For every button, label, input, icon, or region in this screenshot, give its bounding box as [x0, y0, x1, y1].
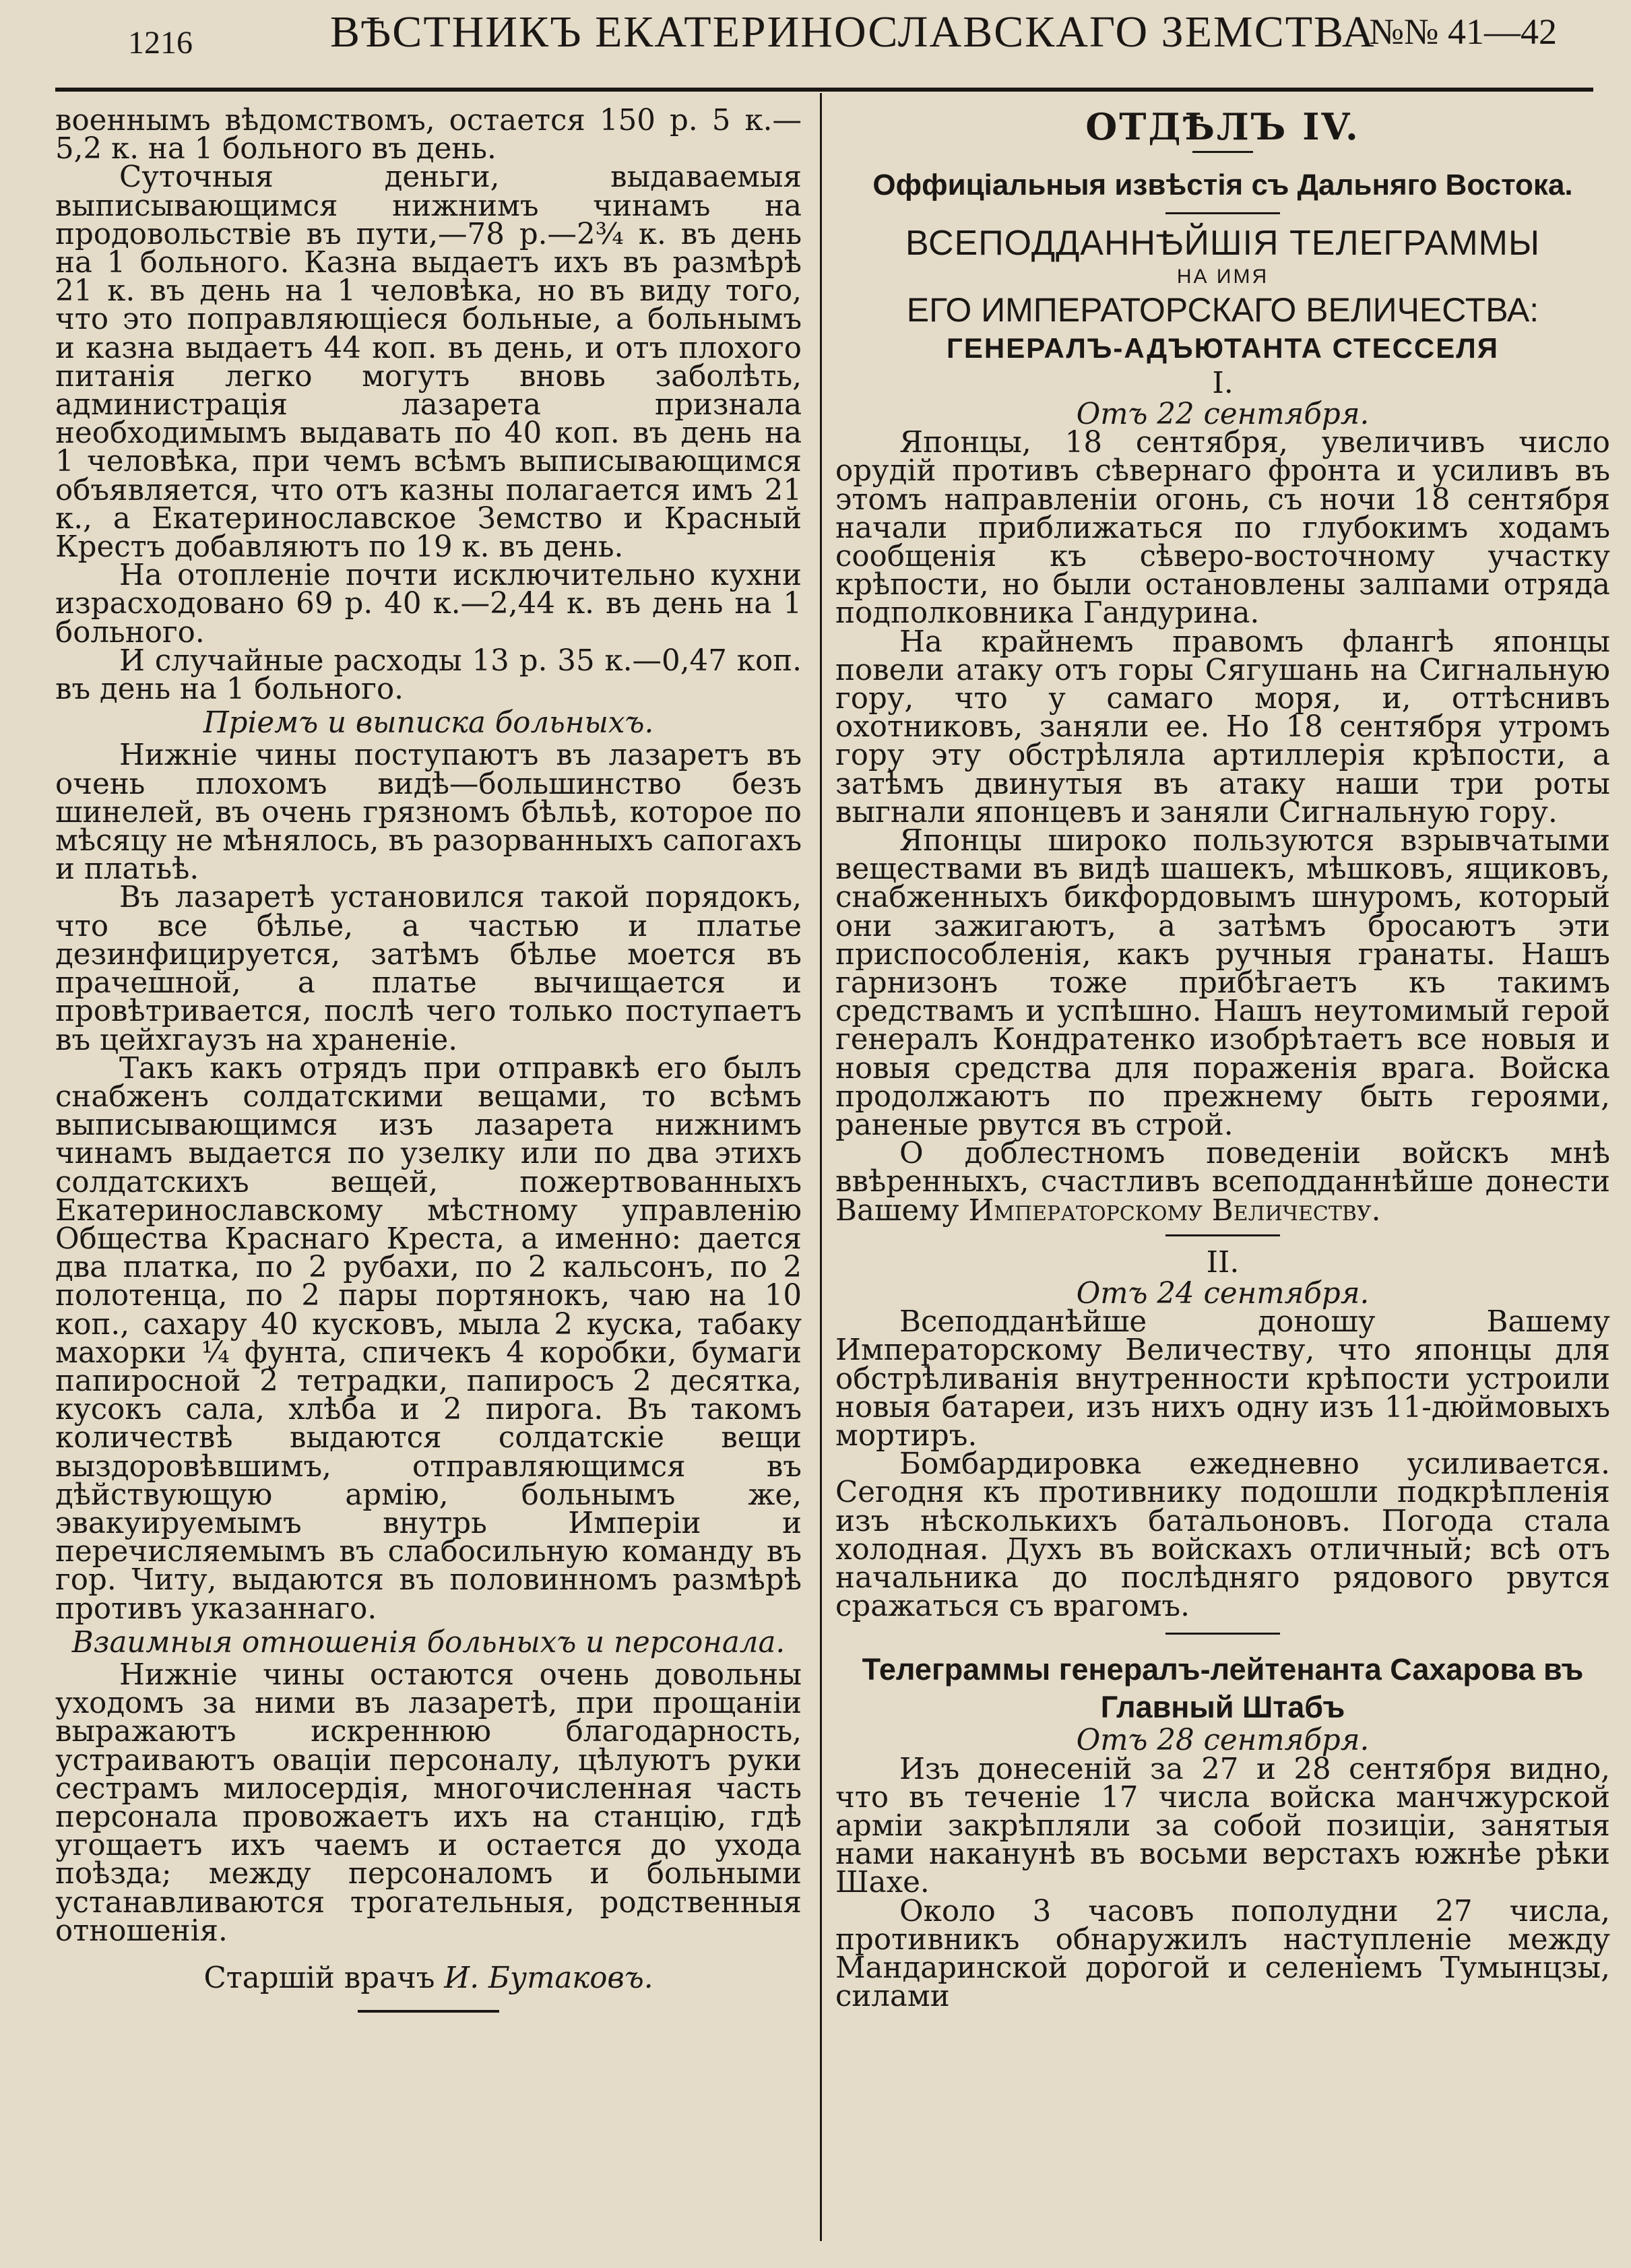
- column-divider: [820, 93, 822, 2241]
- paragraph: Изъ донесеній за 27 и 28 сентября видно, что въ теченіе 17 числа войска манчжурской арміи закрѣпляли за собой позиціи, занятыя нами наканунѣ въ восьми верстахъ южнѣе рѣки Шахе.: [835, 1752, 1610, 1900]
- subheading: Пріемъ и выписка больныхъ.: [203, 706, 654, 741]
- divider: [1165, 1234, 1280, 1236]
- paragraph: Бомбардировка ежедневно усиливается. Сегодня къ противнику подошли подкрѣпленія изъ нѣсколькихъ батальоновъ. Погода стала холодная. Духъ въ войскахъ отличный; всѣ отъ начальника до послѣдняго рядового рвутся сражаться съ врагомъ.: [835, 1447, 1610, 1624]
- addressee: ЕГО ИМПЕРАТОРСКАГО ВЕЛИЧЕСТВА:: [906, 291, 1539, 329]
- paragraph: Суточныя деньги, выдаваемыя выписывающимся нижнимъ чинамъ на продовольствіе въ пути,—78 р.—2¾ к. въ день на 1 больного. Казна выдаетъ ихъ въ размѣрѣ 21 к. въ день на 1 человѣка, но въ виду того, что это поправляющіеся больные, а больнымъ и казна выдаетъ 44 коп. въ день, и отъ плохого питанія легко могутъ вновь заболѣть, администрація лазарета признала необходимымъ выдавать по 40 коп. въ день на 1 человѣка, при чемъ всѣмъ выписывающимся объявляется, что отъ казны полагается имъ 21 к., а Екатеринославское Земство и Красный Крестъ добавляютъ по 19 к. въ день.: [55, 160, 802, 565]
- paragraph: [835, 1137, 1610, 1228]
- end-rule: [358, 2010, 499, 2013]
- paragraph: Всеподданѣйше доношу Вашему Императорскому Величеству, что японцы для обстрѣливанія внутренности крѣпости устроили новыя батареи, изъ нихъ одну изъ 11-дюймовыхъ мортиръ.: [835, 1305, 1610, 1453]
- telegram-date: Отъ 22 сентября.: [1076, 398, 1370, 431]
- section-title: ОТДѢЛЪ IV.: [1085, 105, 1360, 148]
- paragraph: военнымъ вѣдомствомъ, остается 150 р. 5 к.—5,2 к. на 1 больного въ день.: [55, 104, 802, 166]
- page-number: 1216: [128, 25, 193, 61]
- divider: [1165, 1633, 1280, 1635]
- signature: [55, 1961, 802, 1995]
- page-header: [81, 4, 1557, 61]
- telegrams-heading: ВСЕПОДДАННѢЙШІЯ ТЕЛЕГРАММЫ: [905, 224, 1540, 263]
- telegram-number: II.: [1206, 1245, 1240, 1280]
- paragraph: Около 3 часовъ пополудни 27 числа, противникъ обнаружилъ наступленіе между Мандаринской дорогой и селеніемъ Тумынцзы, силами: [835, 1894, 1610, 2014]
- signature-role: Старшій врачъ: [203, 1961, 435, 1995]
- paragraph: Въ лазаретѣ установился такой порядокъ, что все бѣлье, а частью и платье дезинфицируется, затѣмъ бѣлье моется въ прачешной, а платье вычищается и провѣтривается, послѣ чего только поступаетъ въ цейхгаузъ на храненіе.: [55, 881, 802, 1057]
- telegram-date: Отъ 24 сентября.: [1076, 1276, 1370, 1311]
- paragraph: И случайные расходы 13 р. 35 к.—0,47 коп. въ день на 1 больного.: [55, 643, 802, 707]
- divider: [1165, 212, 1280, 214]
- header-rule: [55, 88, 1593, 92]
- official-heading: Оффиціальныя извѣстія съ Дальняго Востока.: [872, 168, 1573, 201]
- telegram-number: I.: [1212, 366, 1234, 400]
- sender: ГЕНЕРАЛЪ-АДЪЮТАНТА СТЕССЕЛЯ: [947, 332, 1499, 364]
- paragraph-closing: Императорскому Величеству.: [968, 1193, 1381, 1228]
- journal-title: ВѢСТНИКЪ ЕКАТЕРИНОСЛАВСКАГО ЗЕМСТВА: [330, 7, 1376, 57]
- divider: [1192, 151, 1253, 153]
- right-column: [835, 105, 1610, 2014]
- issue-number: №№ 41—42: [1369, 11, 1557, 52]
- paragraph-text: О доблестномъ поведеніи войскъ мнѣ ввѣренныхъ, счастливъ всеподданнѣйше донести Вашему: [835, 1137, 1610, 1228]
- addressee-prefix: НА ИМЯ: [1176, 265, 1269, 288]
- signature-name: И. Бутаковъ.: [444, 1961, 653, 1995]
- paragraph: На крайнемъ правомъ флангѣ японцы повели атаку отъ горы Сягушань на Сигнальную гору, что у самаго моря, и, оттѣснивъ охотниковъ, заняли ее. Но 18 сентября утромъ гору эту обстрѣляла артиллерія крѣпости, а затѣмъ двинутыя въ атаку наши три роты выгнали японцевъ и заняли Сигнальную гору.: [835, 625, 1610, 829]
- sakharov-heading: Телеграммы генералъ-лейтенанта Сахарова въ Главный Штабъ: [862, 1652, 1584, 1725]
- paragraph: Такъ какъ отрядъ при отправкѣ его былъ снабженъ солдатскими вещами, то всѣмъ выписывающимся изъ лазарета нижнимъ чинамъ выдается по узелку или по два этихъ солдатскихъ вещей, пожертвованныхъ Екатеринославскому мѣстному управленію Общества Краснаго Креста, а именно: дается два платка, по 2 рубахи, по 2 кальсонъ, по 2 полотенца, по 2 пары портянокъ, чаю на 10 коп., сахару 40 кусковъ, мыла 2 куска, табаку махорки ¼ фунта, спичекъ 4 коробки, бумаги папиросной 2 тетрадки, папиросъ 2 десятка, кусокъ сала, хлѣба и 2 пирога. Въ такомъ количествѣ выдаются солдатскіе вещи выздоровѣвшимъ, отправляющимся въ дѣйствующую армію, больнымъ же, эвакуируемымъ внутрь Имперіи и перечисляемымъ въ слабосильную команду въ гор. Читу, выдаются въ половинномъ размѣрѣ противъ указаннаго.: [55, 1051, 802, 1626]
- paragraph: Японцы широко пользуются взрывчатыми веществами въ видѣ шашекъ, мѣшковъ, ящиковъ, снабженныхъ бикфордовымъ шнуромъ, который они зажигаютъ, а затѣмъ бросаютъ эти приспособленія, какъ ручныя гранаты. Нашъ гарнизонъ тоже прибѣгаетъ къ такимъ средствамъ и успѣшно. Нашъ неутомимый герой генералъ Кондратенко изобрѣтаетъ все новыя и новыя средства для пораженія врага. Войска продолжаютъ по прежнему быть героями, раненые рвутся въ строй.: [835, 824, 1610, 1143]
- paragraph: Японцы, 18 сентября, увеличивъ число орудій противъ сѣвернаго фронта и усиливъ въ этомъ направленіи огонь, съ ночи 18 сентября начали приближаться по глубокимъ ходамъ сообщенія къ сѣверо-восточному участку крѣпости, но были остановлены залпами отряда подполковника Гандурина.: [835, 426, 1610, 631]
- paragraph: Нижніе чины поступаютъ въ лазаретъ въ очень плохомъ видѣ—большинство безъ шинелей, въ очень грязномъ бѣльѣ, которое по мѣсяцу не мѣнялось, въ разорванныхъ сапогахъ и платьѣ.: [55, 738, 802, 887]
- paragraph: Нижніе чины остаются очень довольны уходомъ за ними въ лазаретѣ, при прощаніи выражаютъ искреннюю благодарность, устраиваютъ оваціи персоналу, цѣлуютъ руки сестрамъ милосердія, многочисленная часть персонала провожаетъ ихъ на станцію, гдѣ угощаетъ ихъ чаемъ и остается до ухода поѣзда; между персоналомъ и больными устанавливаются трогательныя, родственныя отношенія.: [55, 1658, 802, 1948]
- subheading: Взаимныя отношенія больныхъ и персонала.: [71, 1625, 786, 1660]
- telegram-date: Отъ 28 сентября.: [1076, 1724, 1370, 1758]
- left-column: [55, 106, 802, 2013]
- paragraph: На отопленіе почти исключительно кухни израсходовано 69 р. 40 к.—2,44 к. въ день на 1 больного.: [55, 559, 802, 650]
